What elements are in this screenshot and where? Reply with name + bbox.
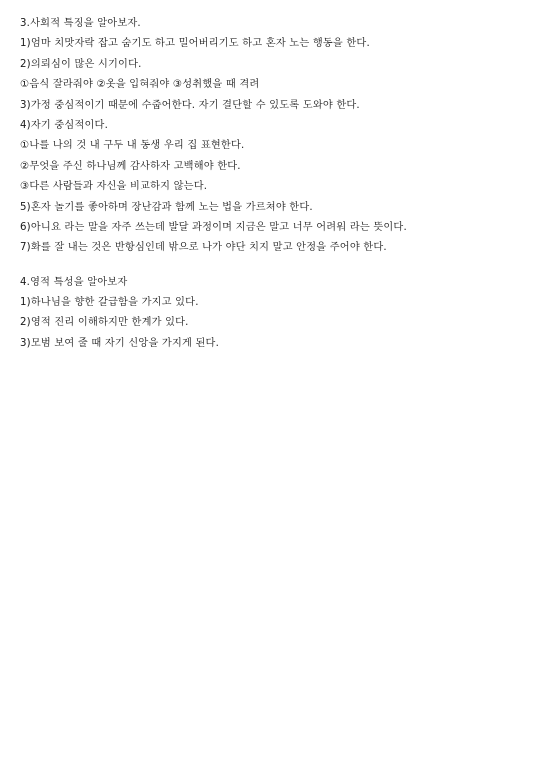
section-3-item: 2)의뢰심이 많은 시기이다. (20, 58, 142, 70)
section-3-item: 5)혼자 놀기를 좋아하며 장난감과 함께 노는 법을 가르쳐야 한다. (20, 201, 313, 213)
section-3-subitem: ①음식 잘라줘야 ②옷을 입혀줘야 ③성취했을 때 격려 (20, 79, 260, 91)
section-3-subitem: ①나를 나의 것 내 구두 내 동생 우리 집 표현한다. (20, 140, 245, 152)
section-3-subitem: ③다른 사람들과 자신을 비교하지 않는다. (20, 181, 208, 193)
section-3-item: 7)화를 잘 내는 것은 반항심인데 밖으로 나가 야단 치지 말고 안정을 주어야 한다. (20, 242, 387, 254)
section-spacer (20, 259, 535, 273)
section-3-heading: 3.사회적 특징을 알아보자. (20, 18, 141, 29)
section-3-item: 1)엄마 치맛자락 잡고 숨기도 하고 밀어버리기도 하고 혼자 노는 행동을 한다. (20, 38, 370, 50)
document-body (20, 14, 535, 354)
section-3-item: 3)가정 중심적이기 때문에 수줍어한다. 자기 결단할 수 있도록 도와야 한다. (20, 99, 360, 111)
section-4-item: 2)영적 진리 이해하지만 한계가 있다. (20, 317, 189, 329)
section-3-item: 6)아니요 라는 말을 자주 쓰는데 발달 과정이며 지금은 말고 너무 어려워 라는 뜻이다. (20, 221, 407, 233)
section-4-item: 3)모범 보여 줄 때 자기 신앙을 가지게 된다. (20, 337, 220, 349)
section-3-subitem: ②무엇을 주신 하나님께 감사하자 고백해야 한다. (20, 160, 241, 172)
section-4-item: 1)하나님을 향한 갈급함을 가지고 있다. (20, 297, 199, 309)
section-4-heading: 4.영적 특성을 알아보자 (20, 276, 128, 288)
section-3-item: 4)자기 중심적이다. (20, 119, 109, 131)
